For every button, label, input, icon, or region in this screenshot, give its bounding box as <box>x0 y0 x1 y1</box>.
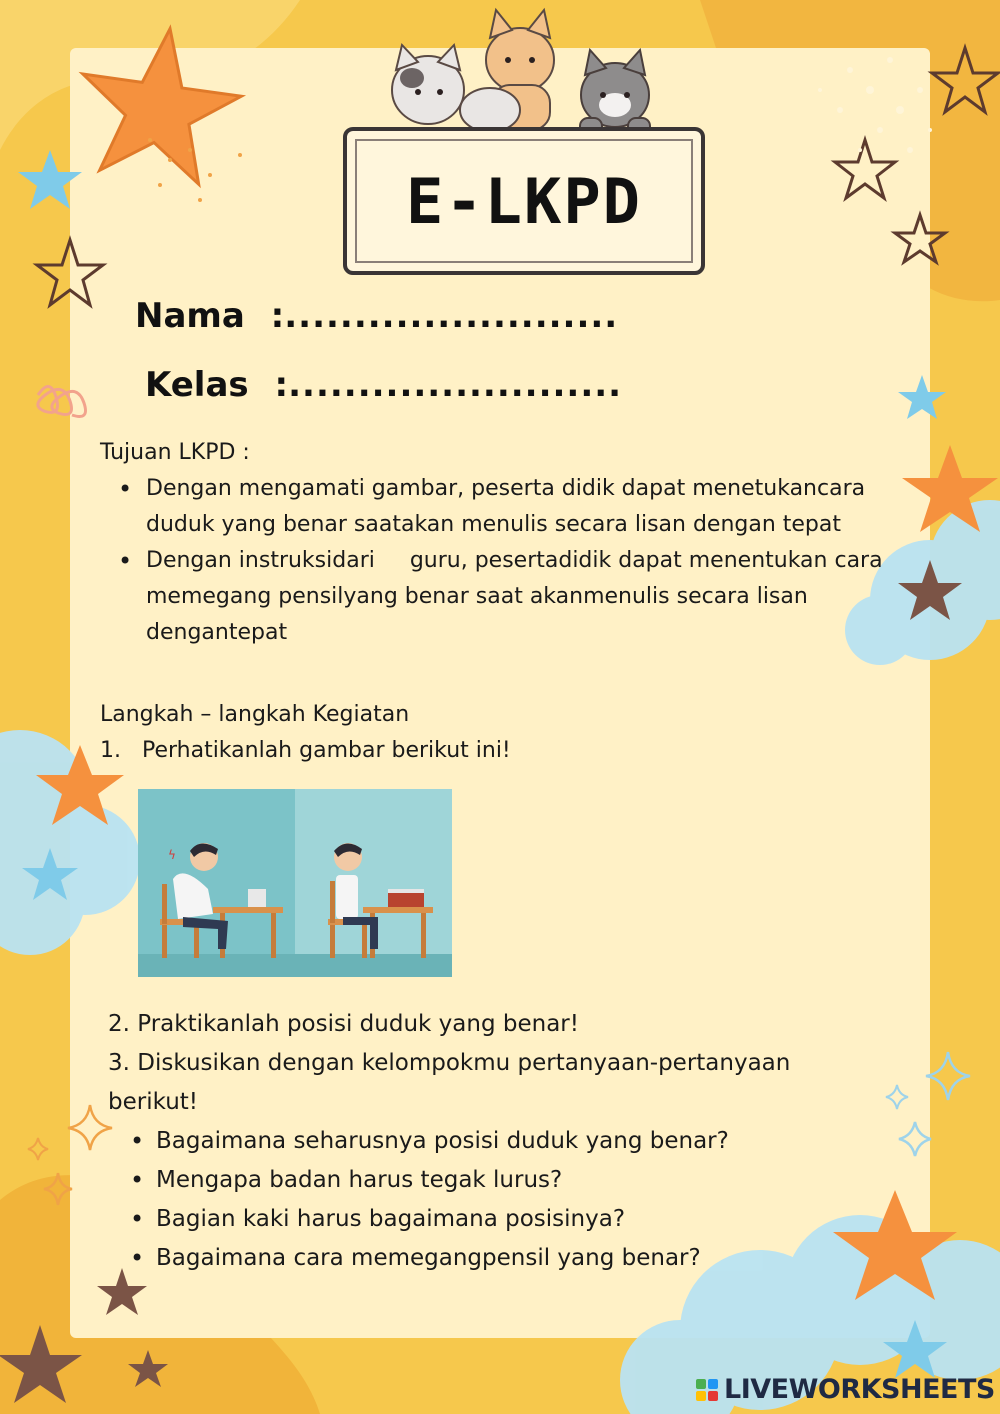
svg-text:ϟ: ϟ <box>168 848 176 862</box>
cats-illustration-icon <box>392 10 650 140</box>
title-box <box>343 127 705 275</box>
list-item <box>100 471 920 543</box>
step-3-line-1: 3. Diskusikan dengan kelompokmu pertanyaan-pertanyaan <box>108 1050 791 1076</box>
goal-1-line-1: • Dengan mengamati gambar, peserta didik dapat menetukancara <box>146 476 866 501</box>
goals-section <box>100 435 920 651</box>
questions-list <box>108 1122 868 1278</box>
sparkle-tiny-left-icon <box>28 1138 48 1160</box>
page-title: E-LKPD <box>406 164 642 238</box>
step-2: 2. Praktikanlah posisi duduk yang benar! <box>108 1011 579 1037</box>
step-3-line-2: berikut! <box>108 1089 199 1115</box>
list-item: • Mengapa badan harus tegak lurus? <box>108 1161 868 1200</box>
sitting-posture-illustration <box>138 789 452 977</box>
goal-2-line-3: dengantepat <box>146 620 288 645</box>
liveworksheets-brand[interactable] <box>696 1374 995 1405</box>
class-field-row <box>145 365 622 405</box>
name-label: Nama <box>135 296 245 336</box>
goals-list <box>100 471 920 651</box>
liveworksheets-logo-icon <box>696 1379 718 1401</box>
class-blank[interactable]: ........................ <box>288 365 623 405</box>
step-1: 1. Perhatikanlah gambar berikut ini! <box>100 738 511 763</box>
name-separator: : <box>270 296 285 336</box>
brand-name: LIVEWORKSHEETS <box>724 1374 995 1405</box>
name-field-row <box>135 296 618 336</box>
sparkle-right-icon <box>926 1052 970 1100</box>
steps-heading: Langkah – langkah Kegiatan <box>100 702 410 727</box>
goal-2-line-1: • Dengan instruksidari guru, pesertadidik dapat menentukan cara <box>146 548 883 573</box>
list-item <box>100 543 920 651</box>
list-item: • Bagaimana seharusnya posisi duduk yang benar? <box>108 1122 868 1161</box>
list-item: • Bagaimana cara memegangpensil yang benar? <box>108 1239 868 1278</box>
goal-1-line-2: duduk yang benar saatakan menulis secara lisan dengan tepat <box>146 512 842 537</box>
goals-heading: Tujuan LKPD : <box>100 440 250 465</box>
class-separator: : <box>274 365 289 405</box>
name-blank[interactable]: ........................ <box>284 296 619 336</box>
list-item: • Bagian kaki harus bagaimana posisinya? <box>108 1200 868 1239</box>
goal-2-line-2: memegang pensilyang benar saat akanmenulis secara lisan <box>146 584 808 609</box>
class-label: Kelas <box>145 365 249 405</box>
